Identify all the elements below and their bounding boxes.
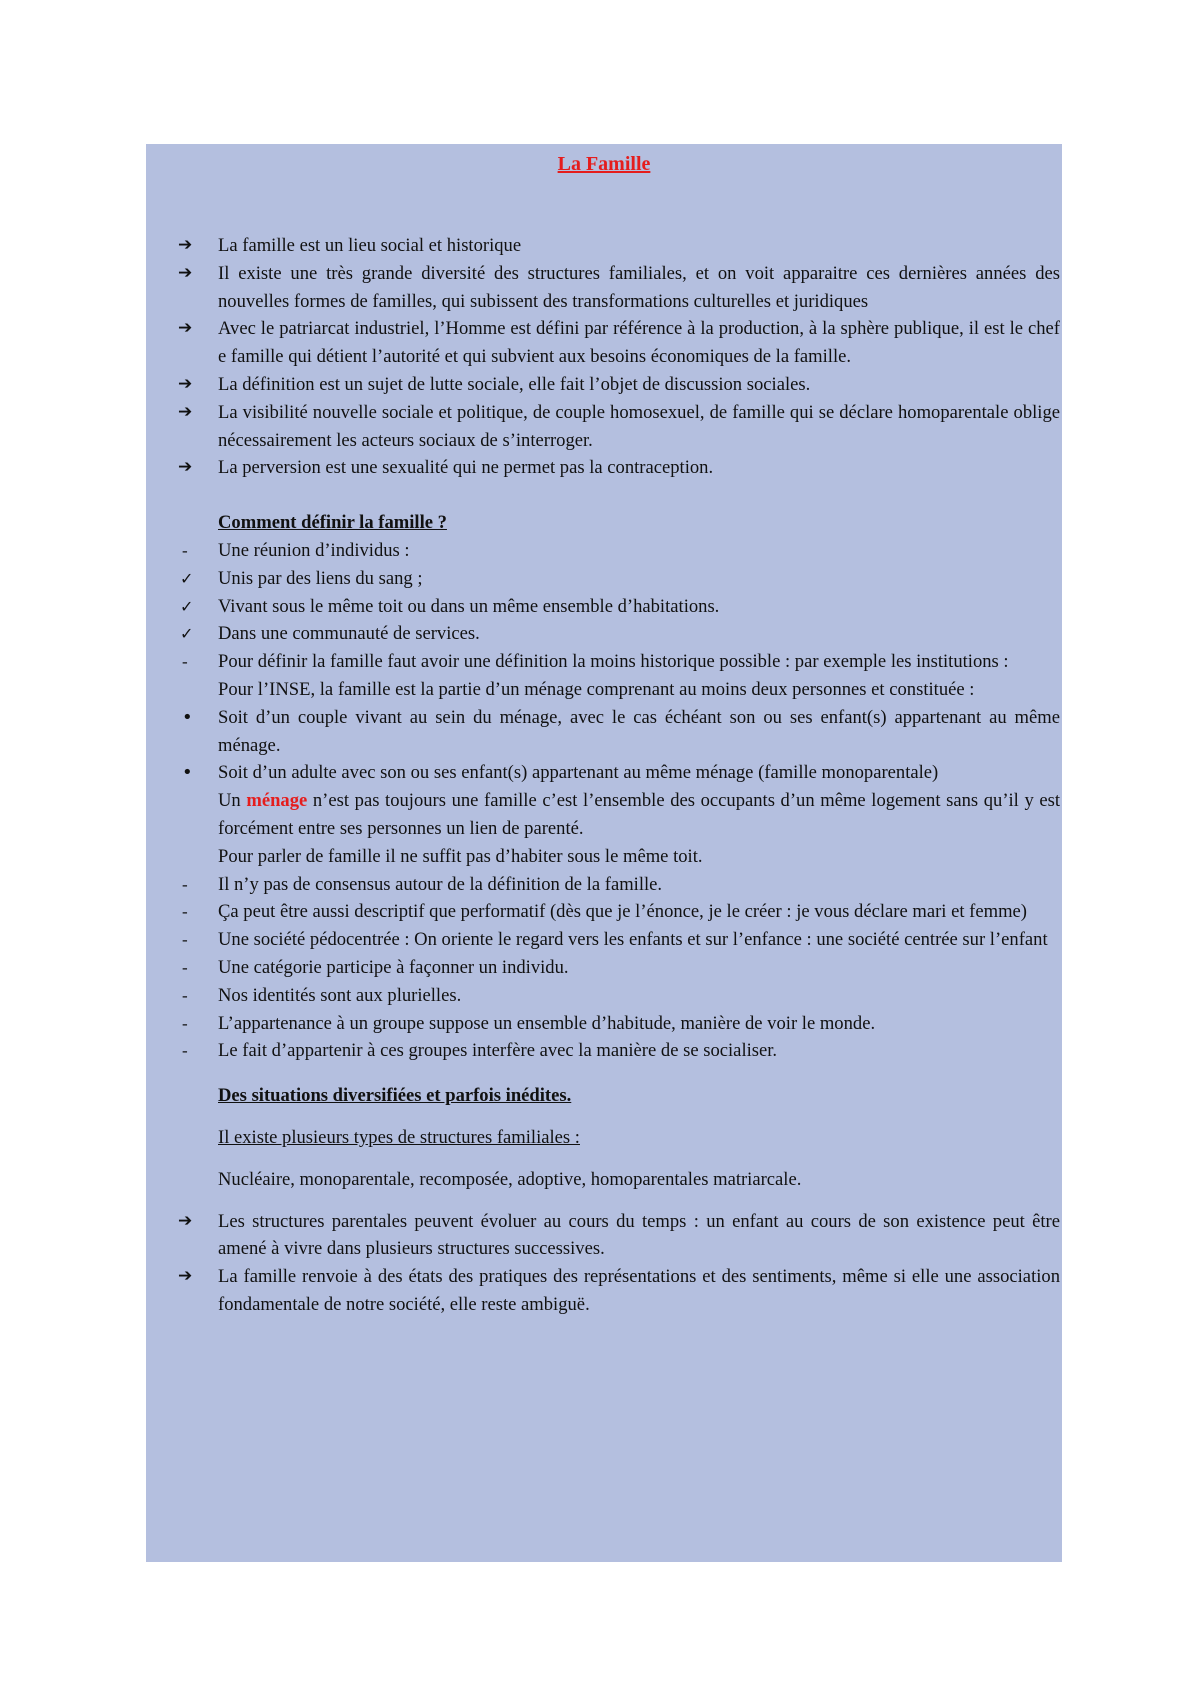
check-icon: ✓ xyxy=(180,624,194,644)
list-item-text: Il n’y pas de consensus autour de la définition de la famille. xyxy=(218,873,663,895)
section-subheading: Il existe plusieurs types de structures familiales : xyxy=(218,1126,580,1148)
arrow-right-icon: ➔ xyxy=(178,373,193,394)
list-item-text: Unis par des liens du sang ; xyxy=(218,567,423,589)
check-icon: ✓ xyxy=(180,568,194,588)
dash-icon: - xyxy=(182,957,188,977)
dash-icon: - xyxy=(182,985,188,1005)
list-item xyxy=(178,593,1060,621)
paragraph: Nucléaire, monoparentale, recomposée, adoptive, homoparentales matriarcale. xyxy=(218,1168,802,1190)
list-item-text: Une réunion d’individus : xyxy=(218,539,410,561)
menage-keyword: ménage xyxy=(246,790,308,812)
list-item xyxy=(178,1037,1060,1065)
spacer xyxy=(178,1110,1060,1124)
paragraph-menage xyxy=(178,787,1060,843)
list-item xyxy=(178,1263,1060,1319)
arrow-right-icon: ➔ xyxy=(178,401,193,422)
document-panel xyxy=(146,144,1062,1562)
page-title: La Famille xyxy=(557,153,651,175)
paragraph: Pour parler de famille il ne suffit pas d’habiter sous le même toit. xyxy=(218,845,703,867)
list-item-text: Il existe une très grande diversité des structures familiales, et on voit apparaitre ces dernières années des nouvelles formes de familles, qui subissent des transformations culturelles et juridiques xyxy=(218,262,1060,312)
list-item xyxy=(178,399,1060,455)
list-item-text: L’appartenance à un groupe suppose un ensemble d’habitude, manière de voir le monde. xyxy=(218,1012,876,1034)
list-item xyxy=(178,982,1060,1010)
dash-icon: - xyxy=(182,874,188,894)
list-item xyxy=(178,926,1060,954)
list-item-text: Dans une communauté de services. xyxy=(218,623,480,645)
list-item xyxy=(178,537,1060,565)
list-item-text: La famille est un lieu social et historique xyxy=(218,235,522,256)
spacer xyxy=(178,482,1060,509)
dash-icon: - xyxy=(182,652,188,672)
section-heading: Comment définir la famille ? xyxy=(218,512,447,534)
list-item-text: La perversion est une sexualité qui ne permet pas la contraception. xyxy=(218,457,714,479)
list-item-text: La visibilité nouvelle sociale et politique, de couple homosexuel, de famille qui se déclare homoparentale oblige nécessairement les acteurs sociaux de s’interroger. xyxy=(218,401,1060,451)
dash-icon: - xyxy=(182,1013,188,1033)
list-item xyxy=(178,1208,1060,1264)
arrow-right-icon: ➔ xyxy=(178,318,193,339)
list-item xyxy=(178,704,1060,760)
arrow-right-icon: ➔ xyxy=(178,1210,193,1231)
list-item xyxy=(178,620,1060,648)
list-item xyxy=(178,954,1060,982)
list-item xyxy=(178,759,1060,787)
list-item-text: Une société pédocentrée : On oriente le regard vers les enfants et sur l’enfance : une société centrée sur l’enfant xyxy=(218,929,1048,951)
document-content xyxy=(178,232,1060,1319)
list-item-text: Les structures parentales peuvent évoluer au cours du temps : un enfant au cours de son existence peut être amené à vivre dans plusieurs structures successives. xyxy=(218,1210,1060,1260)
list-item-text: Vivant sous le même toit ou dans un même ensemble d’habitations. xyxy=(218,595,720,617)
list-item-text: Une catégorie participe à façonner un individu. xyxy=(218,956,569,978)
spacer xyxy=(178,1194,1060,1208)
list-item xyxy=(178,648,1060,676)
list-item-text: La famille renvoie à des états des pratiques des représentations et des sentiments, même si elle une association fondamentale de notre société, elle reste ambiguë. xyxy=(218,1266,1060,1315)
list-item-text: Ça peut être aussi descriptif que performatif (dès que je l’énonce, je le créer : je vous déclare mari et femme) xyxy=(218,901,1027,923)
list-item xyxy=(178,232,1060,260)
menage-suffix: n’est pas toujours une famille c’est l’ensemble des occupants d’un même logement sans qu’il y est forcément entre ses personnes un lien de parenté. xyxy=(218,790,1061,839)
bullet-icon: • xyxy=(182,762,193,784)
list-item-text: Soit d’un adulte avec son ou ses enfant(s) appartenant au même ménage (famille monoparentale) xyxy=(218,762,939,784)
dash-icon: - xyxy=(182,1041,188,1061)
arrow-right-icon: ➔ xyxy=(178,1266,193,1287)
spacer xyxy=(178,1065,1060,1082)
list-item xyxy=(178,871,1060,899)
arrow-right-icon: ➔ xyxy=(178,235,193,255)
list-item xyxy=(178,454,1060,482)
paragraph: Pour l’INSE, la famille est la partie d’un ménage comprenant au moins deux personnes et constituée : xyxy=(218,678,975,700)
list-item-text: Avec le patriarcat industriel, l’Homme est défini par référence à la production, à la sphère publique, il est le chef e famille qui détient l’autorité et qui subvient aux besoins économiques de la famille. xyxy=(218,318,1060,368)
list-item-text: Le fait d’appartenir à ces groupes interfère avec la manière de se socialiser. xyxy=(218,1040,778,1062)
list-item xyxy=(178,315,1060,371)
list-item xyxy=(178,565,1060,593)
list-item-text: Pour définir la famille faut avoir une définition la moins historique possible : par exemple les institutions : xyxy=(218,651,1009,673)
list-item xyxy=(178,260,1060,316)
section-heading: Des situations diversifiées et parfois inédites. xyxy=(218,1085,572,1107)
spacer xyxy=(178,1152,1060,1166)
list-item-text: Nos identités sont aux plurielles. xyxy=(218,984,462,1006)
dash-icon: - xyxy=(182,902,188,922)
list-item xyxy=(178,898,1060,926)
list-item-text: Soit d’un couple vivant au sein du ménage, avec le cas échéant son ou ses enfant(s) appartenant au même ménage. xyxy=(218,706,1060,756)
dash-icon: - xyxy=(182,540,188,560)
check-icon: ✓ xyxy=(180,596,194,616)
list-item xyxy=(178,371,1060,399)
arrow-right-icon: ➔ xyxy=(178,262,193,283)
bullet-icon: • xyxy=(182,706,193,728)
menage-prefix: Un xyxy=(218,790,247,812)
dash-icon: - xyxy=(182,930,188,950)
list-item-text: La définition est un sujet de lutte sociale, elle fait l’objet de discussion sociales. xyxy=(218,373,811,395)
list-item xyxy=(178,1010,1060,1038)
arrow-right-icon: ➔ xyxy=(178,457,193,478)
